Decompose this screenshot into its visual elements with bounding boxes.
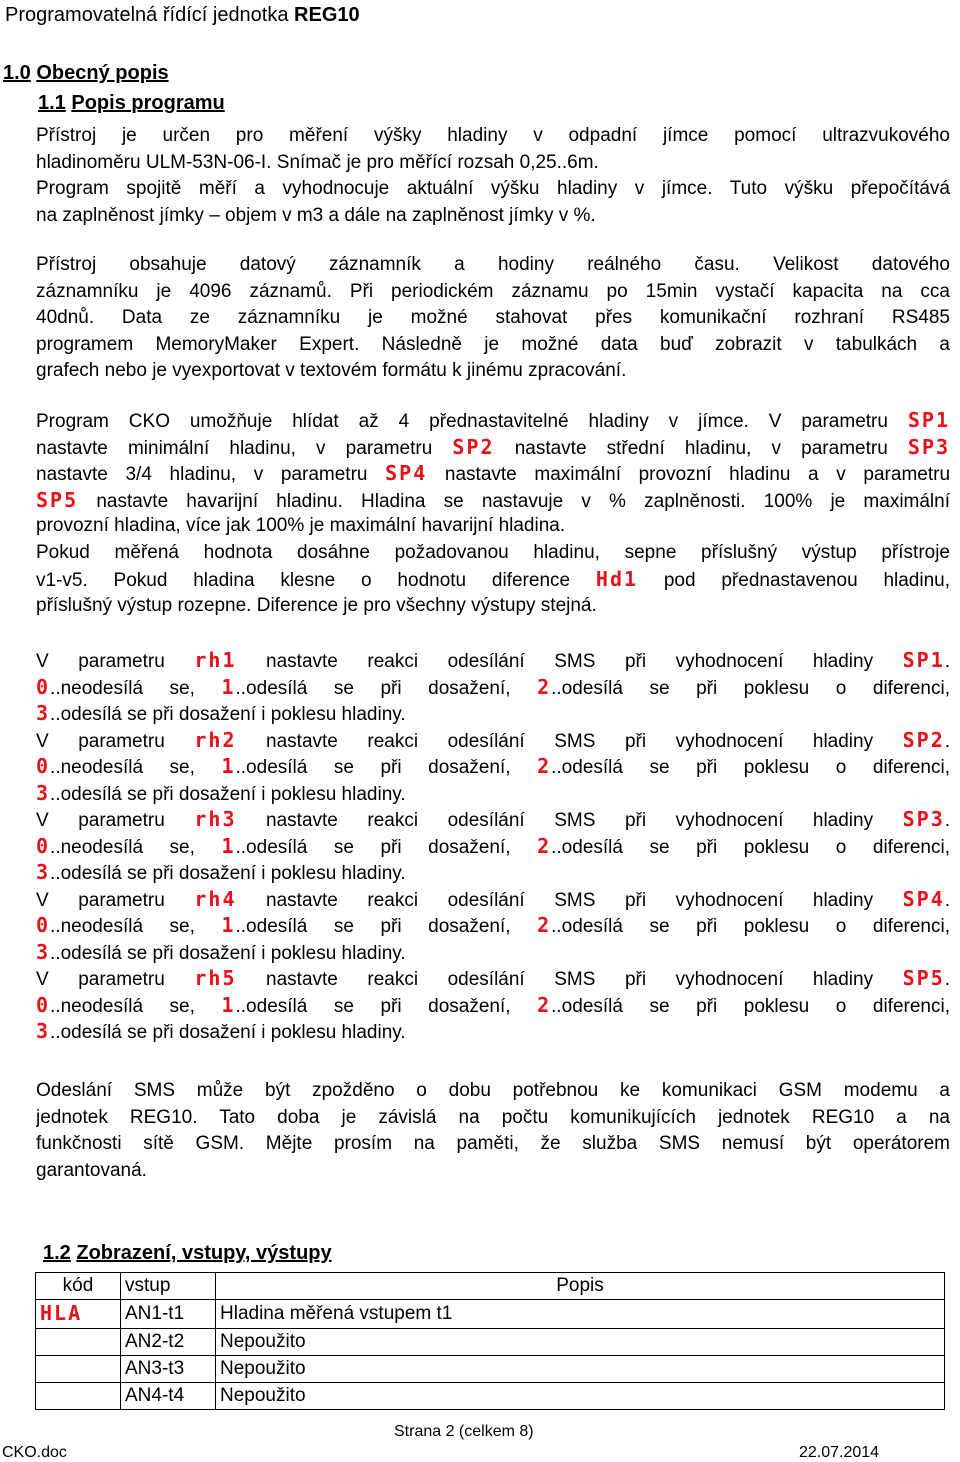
text-line: jednotek REG10. Tato doba je závislá na počtu komunikujících jednotek REG10 a na: [36, 1106, 950, 1128]
table-header: kód: [36, 1273, 121, 1300]
table-row: [36, 1300, 945, 1329]
table-header-row: [36, 1273, 945, 1300]
text-line: 0..neodesílá se, 1..odesílá se při dosažení, 2..odesílá se při poklesu o diferenci,: [36, 754, 950, 778]
text-line: 0..neodesílá se, 1..odesílá se při dosažení, 2..odesílá se při poklesu o diferenci,: [36, 833, 950, 858]
io-table: [35, 1272, 945, 1410]
text-line: Přístroj je určen pro měření výšky hladiny v odpadní jímce pomocí ultrazvukového: [36, 125, 950, 146]
text-line: 0..neodesílá se, 1..odesílá se při dosažení, 2..odesílá se při poklesu o diferenci,: [36, 992, 950, 1017]
text-line: Přístroj obsahuje datový záznamník a hodiny reálného času. Velikost datového: [36, 254, 950, 275]
param-rh: rh3: [194, 807, 237, 831]
param-sp3: SP3: [907, 434, 950, 459]
page-number: Strana 2 (celkem 8): [394, 1423, 534, 1440]
table-cell-desc: Nepoužito: [216, 1383, 945, 1410]
value-0: 0: [36, 913, 51, 937]
text-line: V parametru rh4 nastavte reakci odesílání SMS při vyhodnocení hladiny SP4.: [36, 886, 950, 911]
section-title: Zobrazení, vstupy, výstupy: [76, 1242, 332, 1264]
value-1: 1: [221, 833, 236, 858]
param-hd1: Hd1: [595, 567, 639, 591]
text-line: programem MemoryMaker Expert. Následně je možné data buď zobrazit v tabulkách a: [36, 333, 950, 355]
sp-ref: SP1.: [902, 648, 950, 672]
table-cell-code: [36, 1383, 121, 1410]
section-title: Obecný popis: [36, 62, 169, 84]
table-cell-code: [36, 1329, 121, 1356]
table-cell-input: AN2-t2: [121, 1329, 216, 1356]
text-line: Program spojitě měří a vyhodnocuje aktuální výšku hladiny v jímce. Tuto výšku přepočítává: [36, 178, 950, 199]
text-line: 0..neodesílá se, 1..odesílá se při dosažení, 2..odesílá se při poklesu o diferenci,: [36, 674, 950, 699]
value-2: 2: [537, 674, 552, 699]
text-line: 3..odesílá se při dosažení i poklesu hladiny.: [36, 939, 406, 964]
header-title: Programovatelná řídící jednotka: [5, 4, 295, 26]
section-number: 1.1: [38, 92, 66, 114]
text-line: na zaplněnost jímky – objem v m3 a dále na zaplněnost jímky v %.: [36, 204, 596, 226]
section-title: Popis programu: [71, 92, 225, 114]
table-header: vstup: [121, 1273, 216, 1300]
value-0: 0: [36, 674, 51, 699]
value-3: 3: [36, 1019, 51, 1043]
table-header: Popis: [216, 1273, 945, 1300]
table-cell-code: [36, 1356, 121, 1383]
text-line: V parametru rh1 nastavte reakci odesílání SMS při vyhodnocení hladiny SP1.: [36, 648, 950, 672]
value-0: 0: [36, 754, 51, 778]
section-heading-1-2: [43, 1241, 332, 1265]
param-sp1: SP1: [907, 408, 950, 432]
text-line: příslušný výstup rozepne. Diference je pro všechny výstupy stejná.: [36, 594, 597, 616]
table-cell-desc: Nepoužito: [216, 1329, 945, 1356]
table-cell-desc: Hladina měřená vstupem t1: [216, 1300, 945, 1329]
paragraph-levels: [36, 407, 950, 619]
value-3: 3: [36, 939, 51, 964]
table-cell-desc: Nepoužito: [216, 1356, 945, 1383]
text-line: 3..odesílá se při dosažení i poklesu hladiny.: [36, 701, 406, 725]
table-cell-code: HLA: [36, 1300, 121, 1329]
text-line: nastavte minimální hladinu, v parametru SP2 nastavte střední hladinu, v parametru SP3: [36, 434, 950, 459]
text-line: grafech nebo je vyexportovat v textovém formátu k jinému zpracování.: [36, 360, 627, 381]
text-line: V parametru rh3 nastavte reakci odesílání SMS při vyhodnocení hladiny SP3.: [36, 807, 950, 831]
text-line: funkčnosti sítě GSM. Mějte prosím na paměti, že služba SMS nemusí být operátorem: [36, 1133, 950, 1154]
sp-ref: SP2.: [902, 727, 950, 752]
value-2: 2: [537, 754, 552, 778]
paragraph-datalogger: [36, 252, 950, 385]
text-line: 3..odesílá se při dosažení i poklesu hladiny.: [36, 860, 406, 884]
text-line: Odeslání SMS může být zpožděno o dobu potřebnou ke komunikaci GSM modemu a: [36, 1080, 950, 1101]
value-1: 1: [221, 913, 236, 937]
value-2: 2: [537, 833, 552, 858]
header-title-bold: REG10: [294, 4, 360, 26]
value-3: 3: [36, 701, 51, 725]
text-line: 0..neodesílá se, 1..odesílá se při dosažení, 2..odesílá se při poklesu o diferenci,: [36, 913, 950, 937]
value-2: 2: [537, 913, 552, 937]
text-line: nastavte 3/4 hladinu, v parametru SP4 nastavte maximální provozní hladinu a v parametru: [36, 461, 950, 485]
table-cell-input: AN4-t4: [121, 1383, 216, 1410]
text-line: v1-v5. Pokud hladina klesne o hodnotu diference Hd1 pod přednastavenou hladinu,: [36, 567, 950, 591]
param-sp5: SP5: [36, 487, 79, 512]
text-line: V parametru rh5 nastavte reakci odesílání SMS při vyhodnocení hladiny SP5.: [36, 966, 950, 990]
value-0: 0: [36, 833, 51, 858]
text-line: záznamníku je 4096 záznamů. Při periodickém záznamu po 15min vystačí kapacita na cca: [36, 280, 950, 302]
text-line: garantovaná.: [36, 1159, 147, 1181]
text-line: hladinoměru ULM-53N-06-I. Snímač je pro měřící rozsah 0,25..6m.: [36, 151, 599, 173]
param-rh: rh2: [194, 727, 237, 752]
paragraph-sms-delay: [36, 1078, 950, 1184]
text-line: Pokud měřená hodnota dosáhne požadovanou hladinu, sepne příslušný výstup přístroje: [36, 541, 950, 563]
section-number: 1.0: [3, 62, 31, 84]
text-line: 3..odesílá se při dosažení i poklesu hladiny.: [36, 1019, 406, 1043]
sp-ref: SP4.: [902, 886, 950, 911]
param-rh: rh4: [194, 886, 237, 911]
param-rh: rh1: [194, 648, 237, 672]
text-line: Program CKO umožňuje hlídat až 4 přednastavitelné hladiny v jímce. V parametru SP1: [36, 408, 950, 432]
param-rh: rh5: [194, 966, 237, 990]
sp-ref: SP5.: [902, 966, 950, 990]
value-1: 1: [221, 992, 236, 1017]
table-row: [36, 1356, 945, 1383]
table-row: [36, 1329, 945, 1356]
text-line: 3..odesílá se při dosažení i poklesu hladiny.: [36, 780, 406, 805]
sms-parameters: [36, 647, 950, 1045]
document-header: [5, 3, 360, 27]
footer-filename: CKO.doc: [2, 1444, 67, 1461]
table-cell-input: AN3-t3: [121, 1356, 216, 1383]
value-1: 1: [221, 754, 236, 778]
value-3: 3: [36, 860, 51, 884]
table-row: [36, 1383, 945, 1410]
paragraph-description: [36, 123, 950, 229]
section-heading-1: [3, 61, 169, 85]
value-3: 3: [36, 780, 51, 805]
text-line: V parametru rh2 nastavte reakci odesílání SMS při vyhodnocení hladiny SP2.: [36, 727, 950, 752]
section-number: 1.2: [43, 1242, 71, 1264]
param-sp4: SP4: [385, 461, 428, 485]
value-0: 0: [36, 992, 51, 1017]
table-cell-input: AN1-t1: [121, 1300, 216, 1329]
text-line: SP5 nastavte havarijní hladinu. Hladina se nastavuje v % zaplněnosti. 100% je maximální: [36, 487, 950, 512]
text-line: 40dnů. Data ze záznamníku je možné stahovat přes komunikační rozhraní RS485: [36, 307, 950, 328]
sp-ref: SP3.: [902, 807, 950, 831]
value-1: 1: [221, 674, 236, 699]
text-line: provozní hladina, více jak 100% je maximální havarijní hladina.: [36, 515, 566, 536]
value-2: 2: [537, 992, 552, 1017]
section-heading-1-1: [38, 91, 225, 115]
footer-date: 22.07.2014: [799, 1444, 880, 1461]
param-sp2: SP2: [452, 434, 495, 459]
